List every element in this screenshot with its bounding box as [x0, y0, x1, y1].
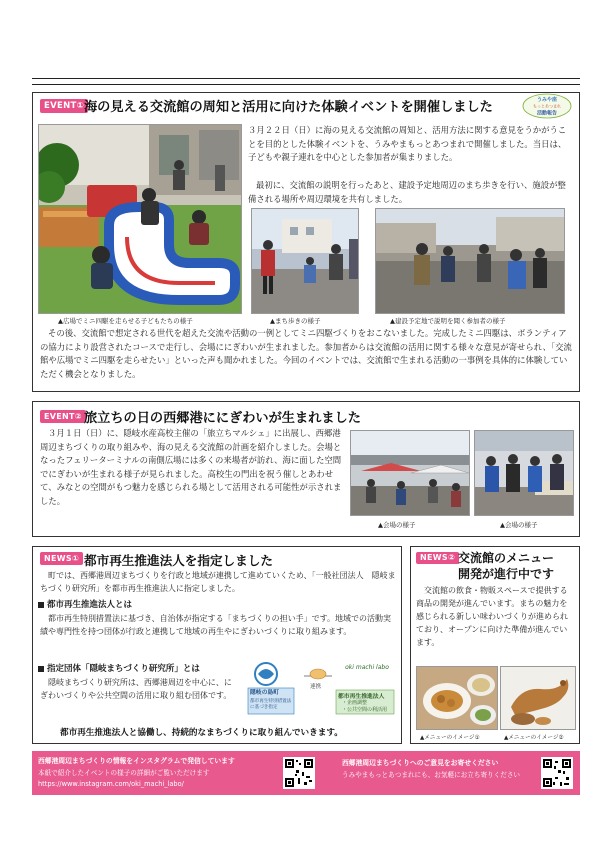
event1-title: 海の見える交流館の周知と活用に向けた体験イベントを開催しました — [84, 100, 493, 115]
event2-body: ３月１日（日）に、隠岐水産高校主催の「旅立ちマルシェ」に出展し、西郷港周辺まちづくりの取り組みや、海の見える交流館の計画を紹介しました。会場となったフェリーターミナルの南側広場には多くの来場者が訪れ、海に面した空間でにぎわいが生まれる様子が見られました。高校生の門出を祝う催しとあわせて、みなとの空間がもつ魅力を感じられる場として活用される可能性が示されました。 — [40, 428, 342, 506]
marche-photo-2 — [474, 430, 574, 516]
top-rule — [32, 78, 580, 85]
menu-photo-1 — [416, 666, 498, 730]
footer-left-line2: 本紙で紹介したイベントの様子の詳細がご覧いただけます — [38, 769, 210, 777]
news1-title: 都市再生推進法人を指定しました — [84, 553, 273, 568]
bullet-square-icon — [38, 666, 44, 672]
news1-closing: 都市再生推進法人と協働し、持続的なまちづくりに取り組んでいきます。 — [60, 728, 343, 738]
instagram-qr-code-icon[interactable] — [283, 757, 315, 789]
news1-sub1-heading — [38, 598, 132, 610]
diagram-left-sub: 都市再生特別措置法に基づき指定 — [250, 699, 292, 710]
svg-text:うみや座: うみや座 — [536, 97, 558, 103]
event1-para2: 最初に、交流館の説明を行ったあと、建設予定地周辺のまち歩きを行い、施設が整備される場所や周辺環境を共有しました。 — [248, 180, 566, 204]
menu-photo-2 — [500, 666, 576, 730]
mini4wd-photo — [38, 124, 242, 314]
bullet-square-icon — [38, 602, 44, 608]
news1-sub2-heading — [38, 662, 200, 674]
footer-left-link[interactable]: https://www.instagram.com/oki_machi_labo/ — [38, 780, 184, 788]
diagram-right-item-1: ・企画調整 — [342, 700, 368, 706]
event1-para1: ３月２２日（日）に海の見える交流館の周知と、活用方法に関する意見をうかがうことを目的とした体験イベントを、うみやまもっとあつまれで開催しました。当日は、子どもや親子連れを中心とした参加者が集まりました。 — [248, 125, 567, 163]
caption-site: ▲建設予定地で説明を聞く参加者の様子 — [390, 317, 506, 325]
caption-marche-2: ▲会場の様子 — [500, 521, 538, 529]
news2-body: 交流館の飲食・物販スペースで提供する商品の開発が進んでいます。まちの魅力を感じられる新しい味わいづくりが進められており、オープンに向けた準備が進んでいます。 — [416, 586, 568, 647]
diagram-right-item-2: ・公共空間の利活用 — [342, 707, 388, 713]
news1-intro-text: 町では、西郷港周辺まちづくりを行政と地域が連携して進めていくため、「一般社団法人 隠岐まちづくり研究所」を都市再生推進法人に指定しました。 — [40, 571, 396, 593]
news1-tag: NEWS① — [40, 552, 83, 565]
news1-sub2-body: 隠岐まちづくり研究所は、西郷港周辺を中心に、にぎわいづくりや公共空間の活用に取り組む団体です。 — [40, 678, 232, 700]
svg-text:活動報告: 活動報告 — [536, 110, 558, 117]
partnership-diagram — [246, 660, 396, 716]
feedback-qr-code-icon[interactable] — [541, 757, 573, 789]
footer-right-line2: うみやまもっとあつまれにも、お気軽にお立ち寄りください — [342, 771, 521, 779]
news1-sub2-label: 指定団体「隠岐まちづくり研究所」とは — [47, 664, 200, 674]
news2-title-line2: 開発が進行中です — [458, 567, 555, 581]
news1-sub1-body: 都市再生特別措置法に基づき、自治体が指定する「まちづくりの担い手」です。地域での活動実績や専門性を持つ団体が行政と連携して地域の再生やにぎわいづくりに取り組みます。 — [40, 614, 391, 636]
caption-mini4wd: ▲広場でミニ四駆を走らせる子どもたちの様子 — [58, 317, 193, 325]
news2-title-line1: 交流館のメニュー — [458, 551, 555, 565]
svg-text:もっとあつまれ: もっとあつまれ — [533, 103, 561, 109]
caption-menu-1: ▲メニューのイメージ① — [420, 735, 480, 741]
event1-tag: EVENT① — [40, 99, 88, 113]
diagram-left-title: 隠岐の島町 — [250, 690, 279, 696]
site-briefing-photo — [375, 208, 565, 314]
marche-photo-1 — [350, 430, 470, 516]
news1-sub1-label: 都市再生推進法人とは — [47, 600, 133, 610]
footer-right-line1: 西郷港周辺まちづくりへのご意見をお寄せください — [342, 759, 499, 767]
town-walk-photo — [251, 208, 359, 314]
caption-walk: ▲まち歩きの様子 — [270, 317, 321, 325]
event2-title: 旅立ちの日の西郷港ににぎわいが生まれました — [84, 411, 361, 426]
event2-tag: EVENT② — [40, 410, 86, 423]
diagram-middle: 連携 — [310, 684, 322, 690]
okimachi-labo-logo: oki machi labo — [345, 664, 389, 671]
caption-marche-1: ▲会場の様子 — [378, 521, 416, 529]
footer-left-line1: 西郷港周辺まちづくりの情報をインスタグラムで発信しています — [38, 757, 235, 765]
news1-intro — [40, 569, 396, 595]
diagram-right-title: 都市再生推進法人 — [338, 694, 385, 700]
caption-menu-2: ▲メニューのイメージ② — [504, 735, 564, 741]
umiyama-logo-icon — [522, 93, 572, 119]
event1-para3: その後、交流館で想定される世代を超えた交流や活動の一例としてミニ四駆づくりをおこないました。完成したミニ四駆は、ボランティアの協力により設営されたコースで走行し、会場ににぎわいが生まれました。参加者からは交流館の活用に関する様々な意見が寄せられ、「交流館や広場でミニ四駆を走らせたい」といった声も聞かれました。今回のイベントでは、交流館で生まれる活動の一事例を具体的に体験していただく機会となりました。 — [40, 328, 572, 379]
news2-tag: NEWS② — [416, 552, 459, 564]
